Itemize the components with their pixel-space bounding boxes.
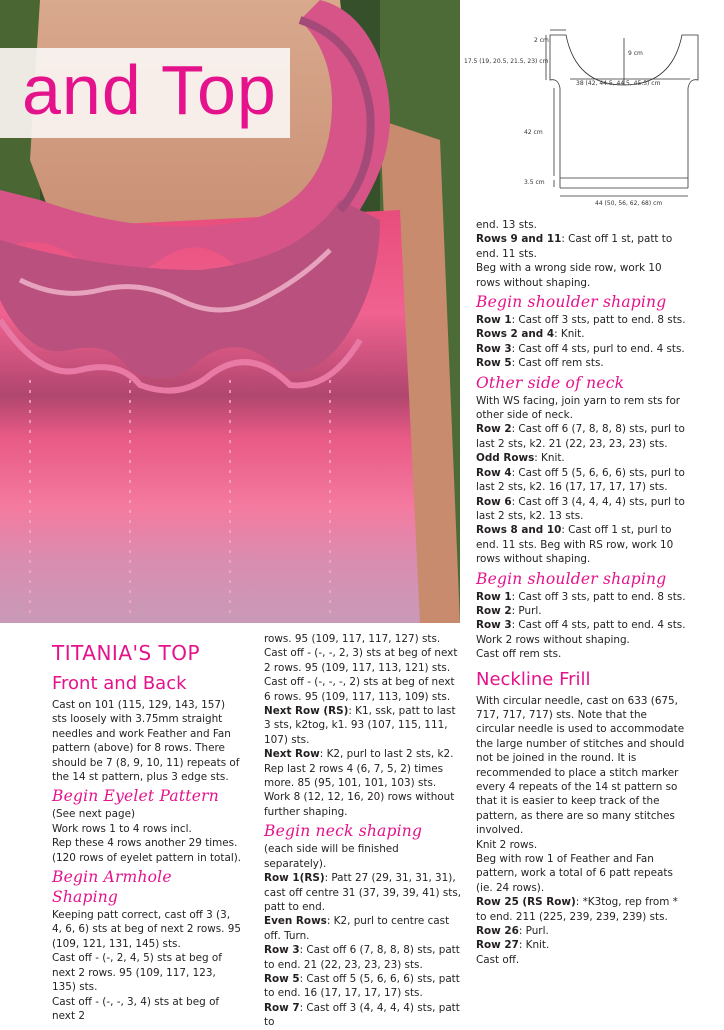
- row-text: : Purl.: [511, 604, 542, 617]
- eyelet-line: Rep these 4 rows another 29 times. (120 rows of eyelet pattern in total).: [52, 837, 242, 864]
- column-1: [52, 640, 242, 1023]
- frill-row: [476, 924, 688, 938]
- frill-heading: Neckline Frill: [476, 668, 591, 690]
- row-text: : Cast off 3 (4, 4, 4, 4) sts, patt to: [264, 1001, 460, 1029]
- row-label: Row 1(RS): [264, 872, 325, 885]
- shoulder-row: [476, 313, 688, 327]
- row-text: : Knit.: [534, 452, 565, 465]
- row-label: Rows 2 and 4: [476, 328, 555, 341]
- frill-row: [476, 895, 688, 924]
- row-text: : Cast off 5 (5, 6, 6, 6) sts, patt to end. 16 (17, 17, 17, 17) sts.: [264, 972, 460, 1000]
- next-row-rs: [264, 704, 462, 747]
- row-text: : K2, purl to centre cast off. Turn.: [264, 915, 450, 942]
- shoulder2-row: [476, 618, 688, 632]
- row-label: Row 5: [476, 357, 512, 370]
- row-text: : *K3tog, rep from * to end. 211 (225, 239, 239, 239) sts.: [476, 896, 678, 923]
- row-text: : Purl.: [518, 925, 549, 938]
- row-label: Row 4: [476, 466, 512, 479]
- row-label: Row 2: [476, 604, 512, 617]
- eyelet-heading: Begin Eyelet Pattern: [52, 787, 219, 806]
- shoulder-heading-2: Begin shoulder shaping: [476, 569, 667, 588]
- row-text: : Cast off 6 (7, 8, 8, 8) sts, purl to last 2 sts, k2. 21 (22, 23, 23, 23) sts.: [476, 423, 685, 450]
- row-label: Row 1: [476, 590, 512, 603]
- schematic-label-welt: 3.5 cm: [524, 179, 545, 186]
- column-3: [476, 218, 688, 967]
- col3-top: end. 13 sts.: [476, 219, 537, 231]
- title-banner: [0, 48, 290, 138]
- row-text: : Cast off 5 (5, 6, 6, 6) sts, purl to last 2 sts, k2. 16 (17, 17, 17, 17) sts.: [476, 466, 685, 494]
- beg-text: Beg with a wrong side row, work 10 rows without shaping.: [476, 262, 662, 289]
- eyelet-line: Work rows 1 to 4 rows incl.: [52, 822, 192, 835]
- other-side-heading: Other side of neck: [476, 373, 625, 392]
- row-text: : Cast off 4 sts, purl to end. 4 sts.: [511, 342, 685, 355]
- neck-row: [264, 914, 462, 943]
- row-text: : K1, ssk, patt to last 3 sts, k2tog, k1. 93 (107, 115, 111, 107) sts.: [264, 705, 456, 746]
- work-text: Work 8 (12, 12, 16, 20) rows without further shaping.: [264, 791, 455, 818]
- row-label: Row 3: [476, 619, 512, 632]
- row-label: Row 25 (RS Row): [476, 896, 576, 909]
- armhole-heading: Begin Armhole Shaping: [52, 868, 172, 907]
- row-text: : Cast off 3 sts, patt to end. 8 sts.: [511, 314, 686, 327]
- row-label: Row 3: [264, 944, 300, 957]
- row-label: Row 26: [476, 925, 519, 938]
- other-row: [476, 523, 688, 566]
- row-label: Row 5: [264, 972, 300, 985]
- column-2: [264, 632, 462, 1030]
- front-back-text: Cast on 101 (115, 129, 143, 157) sts loosely with 3.75mm straight needles and work Feather and Fan pattern (above) for 8 rows. There should be 7 (8, 9, 10, 11) repeats of the 14 st pattern, plus 3 edge sts.: [52, 699, 240, 784]
- row-text: : Cast off 3 (4, 4, 4, 4) sts, purl to last 2 sts, k2. 13 sts.: [476, 495, 685, 522]
- other-row: [476, 466, 688, 495]
- row-label: Row 2: [476, 423, 512, 436]
- eyelet-line: (See next page): [52, 808, 136, 821]
- row-label: Row 7: [264, 1001, 300, 1014]
- garment-schematic-diagram: [460, 0, 724, 230]
- shoulder2-tail: Cast off rem sts.: [476, 648, 562, 661]
- col2-line: Cast off - (-, -, -, 2) sts at beg of next 6 rows. 95 (109, 117, 113, 109) sts.: [264, 676, 455, 703]
- row-text: : Cast off rem sts.: [511, 357, 604, 370]
- shoulder-row: [476, 356, 688, 370]
- rows-9-11: [476, 232, 688, 261]
- neck-row: [264, 972, 462, 1001]
- schematic-label-neck: 9 cm: [628, 50, 643, 57]
- rep-text: Rep last 2 rows 4 (6, 7, 5, 2) times more. 85 (95, 101, 101, 103) sts.: [264, 762, 444, 790]
- shoulder-heading-1: Begin shoulder shaping: [476, 293, 667, 312]
- row-label: Row 3: [476, 342, 512, 355]
- row-text: : Cast off 4 sts, patt to end. 4 sts.: [511, 619, 686, 632]
- shoulder-row: [476, 327, 688, 341]
- row-text: : K2, purl to last 2 sts, k2.: [319, 748, 454, 761]
- frill-knit: Knit 2 rows.: [476, 838, 538, 851]
- row-label: Row 6: [476, 495, 512, 508]
- row-text: : Cast off 1 st, purl to end. 11 sts. Beg with RS row, work 10 rows without shaping.: [476, 524, 674, 566]
- shoulder-row: [476, 342, 688, 356]
- other-row: [476, 495, 688, 524]
- schematic-label-chest: 44 (50, 56, 62, 68) cm: [595, 200, 663, 207]
- front-back-heading: Front and Back: [52, 673, 187, 694]
- frill-beg: Beg with row 1 of Feather and Fan pattern, work a total of 6 patt repeats (ie. 24 rows).: [476, 853, 673, 894]
- row-label: Next Row: [264, 748, 320, 761]
- other-row: [476, 422, 688, 451]
- row-label: Rows 8 and 10: [476, 524, 562, 537]
- row-label: Row 27: [476, 939, 519, 952]
- row-text: : Cast off 1 st, patt to end. 11 sts.: [476, 233, 673, 260]
- pattern-title: TITANIA'S TOP: [52, 641, 201, 665]
- neck-row: [264, 871, 462, 914]
- row-text: : Cast off 6 (7, 8, 8, 8) sts, patt to end. 21 (22, 23, 23, 23) sts.: [264, 944, 460, 971]
- other-row: [476, 451, 688, 465]
- frill-end: Cast off.: [476, 953, 520, 966]
- neck-row: [264, 943, 462, 972]
- row-text: : Patt 27 (29, 31, 31, 31), cast off centre 31 (37, 39, 39, 41) sts, patt to end.: [264, 872, 462, 913]
- schematic-label-top: 2 cm: [534, 37, 549, 44]
- row-label: Odd Rows: [476, 452, 535, 465]
- neck-heading: Begin neck shaping: [264, 822, 423, 841]
- row-label: Next Row (RS): [264, 705, 349, 718]
- other-intro: With WS facing, join yarn to rem sts for other side of neck.: [476, 394, 681, 422]
- armhole-line: Cast off - (-, 2, 4, 5) sts at beg of next 2 rows. 95 (109, 117, 123, 135) sts.: [52, 952, 222, 994]
- next-row: [264, 747, 462, 761]
- row-label: Rows 9 and 11: [476, 233, 562, 246]
- shoulder2-row: [476, 590, 688, 604]
- armhole-line: Cast off - (-, -, 3, 4) sts at beg of next 2: [52, 995, 220, 1022]
- row-text: : Cast off 3 sts, patt to end. 8 sts.: [511, 590, 686, 603]
- row-label: Even Rows: [264, 915, 327, 928]
- row-text: : Knit.: [518, 939, 550, 952]
- row-text: : Knit.: [554, 328, 585, 341]
- measurement-schematic: [460, 0, 724, 230]
- neck-row: [264, 1001, 462, 1030]
- shoulder2-row: [476, 604, 688, 618]
- shoulder2-tail: Work 2 rows without shaping.: [476, 633, 630, 646]
- schematic-label-shoulder: 38 (42, 44.5, 44.5, 45.5) cm: [576, 80, 661, 87]
- armhole-line: Keeping patt correct, cast off 3 (3, 4, 6, 6) sts at beg of next 2 rows. 95 (109, 121, 131, 145) sts.: [52, 909, 241, 950]
- frill-text: With circular needle, cast on 633 (675, 717, 717, 717) sts. Note that the circular needle is used to accommodate the large number of stitches and should not be joined in the round. It is recommended to place a stitch marker every 4 repeats of the 14 st pattern so that it is easier to keep track of the pattern, as there are so many stitches involved.: [476, 694, 685, 837]
- frill-row: [476, 938, 688, 952]
- neck-intro: (each side will be finished separately).: [264, 843, 399, 870]
- col2-line: rows. 95 (109, 117, 117, 127) sts.: [264, 633, 441, 645]
- schematic-label-length: 42 cm: [524, 129, 543, 136]
- page-title: and Top: [22, 51, 277, 129]
- col2-line: Cast off - (-, -, 2, 3) sts at beg of next 2 rows. 95 (109, 117, 113, 121) sts.: [264, 647, 458, 674]
- schematic-label-armhole: 17.5 (19, 20.5, 21.5, 23) cm: [464, 58, 549, 65]
- row-label: Row 1: [476, 314, 512, 327]
